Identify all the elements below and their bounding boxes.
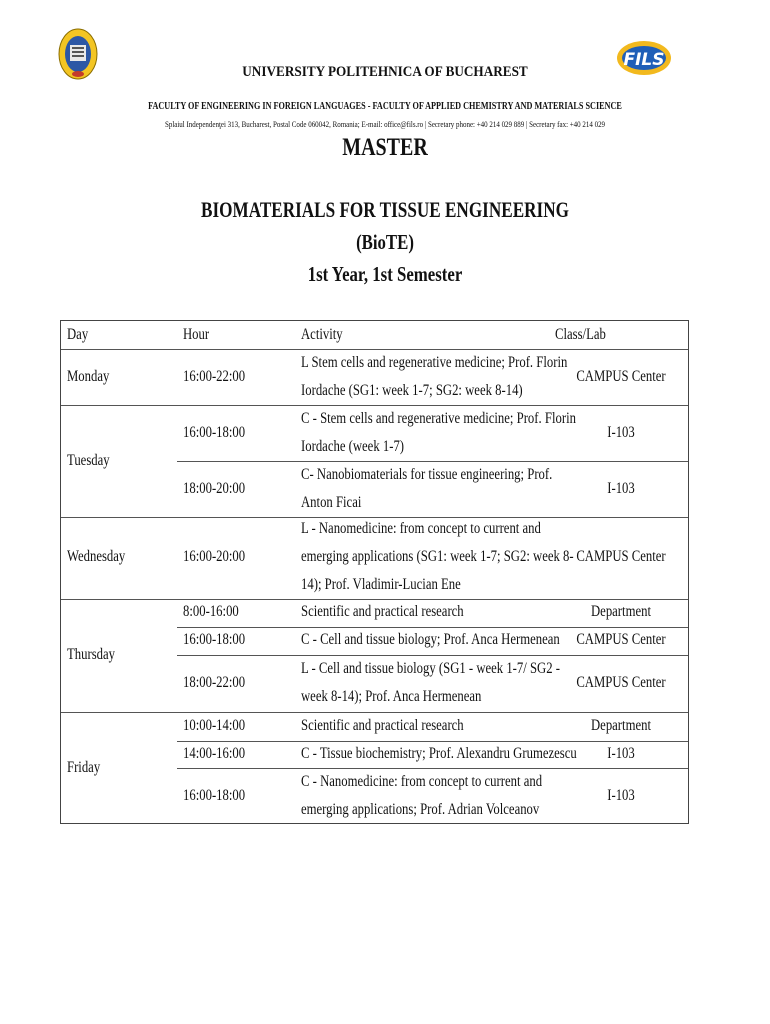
activity-line: C - Nanomedicine: from concept to current and [301, 773, 543, 790]
room-cell: CAMPUS Center [576, 368, 666, 385]
program-title: BIOMATERIALS FOR TISSUE ENGINEERING [201, 197, 569, 222]
room-cell: CAMPUS Center [576, 548, 666, 565]
activity-line: C - Stem cells and regenerative medicine; Prof. Florin [301, 410, 576, 427]
activity-line: Scientific and practical research [301, 603, 464, 620]
activity-line: Scientific and practical research [301, 717, 464, 734]
activity-line: Iordache (week 1-7) [301, 438, 405, 455]
day-monday: Monday [67, 368, 110, 385]
column-header-hour: Hour [183, 326, 210, 343]
schedule-table [60, 320, 689, 824]
activity-line: week 8-14); Prof. Anca Hermenean [301, 688, 482, 705]
day-friday: Friday [67, 759, 101, 776]
activity-line: C - Tissue biochemistry; Prof. Alexandru Grumezescu [301, 745, 577, 762]
activity-line: Iordache (SG1: week 1-7; SG2: week 8-14) [301, 382, 523, 399]
university-name: UNIVERSITY POLITEHNICA OF BUCHAREST [242, 64, 528, 80]
hour-cell: 16:00-20:00 [183, 548, 246, 565]
room-cell: I-103 [607, 787, 635, 804]
activity-line: L Stem cells and regenerative medicine; Prof. Florin [301, 354, 568, 371]
hour-cell: 14:00-16:00 [183, 745, 246, 762]
contact-address: Splaiul Independenţei 313, Bucharest, Postal Code 060042, Romania; E-mail: office@fils.ro | Secretary phone: +40 214 029 889 | Secretary fax: +40 214 029 [164, 119, 606, 129]
column-header-day: Day [67, 326, 89, 343]
room-cell: CAMPUS Center [576, 631, 666, 648]
column-header-class-lab: Class/Lab [555, 326, 606, 343]
hour-cell: 18:00-20:00 [183, 480, 246, 497]
faculty-name: FACULTY OF ENGINEERING IN FOREIGN LANGUAGES - FACULTY OF APPLIED CHEMISTRY AND MATERIALS SCIENCE [148, 101, 622, 112]
room-cell: I-103 [607, 424, 635, 441]
hour-cell: 18:00-22:00 [183, 674, 246, 691]
activity-line: C- Nanobiomaterials for tissue engineering; Prof. [301, 466, 553, 483]
column-header-activity: Activity [301, 326, 343, 343]
activity-line: L - Cell and tissue biology (SG1 - week 1-7/ SG2 - [301, 660, 560, 677]
hour-cell: 16:00-18:00 [183, 631, 246, 648]
room-cell: CAMPUS Center [576, 674, 666, 691]
room-cell: I-103 [607, 480, 635, 497]
degree-title: MASTER [342, 134, 428, 161]
activity-line: L - Nanomedicine: from concept to current and [301, 520, 541, 537]
year-semester: 1st Year, 1st Semester [307, 262, 463, 286]
hour-cell: 10:00-14:00 [183, 717, 246, 734]
hour-cell: 16:00-18:00 [183, 787, 246, 804]
activity-line: 14); Prof. Vladimir-Lucian Ene [301, 576, 461, 593]
day-thursday: Thursday [67, 646, 116, 663]
hour-cell: 16:00-22:00 [183, 368, 246, 385]
activity-line: emerging applications (SG1: week 1-7; SG2: week 8- [301, 548, 574, 565]
activity-line: Anton Ficai [301, 494, 362, 511]
day-tuesday: Tuesday [67, 452, 110, 469]
program-abbreviation: (BioTE) [356, 230, 414, 254]
activity-line: C - Cell and tissue biology; Prof. Anca Hermenean [301, 631, 560, 648]
day-wednesday: Wednesday [67, 548, 126, 565]
activity-line: emerging applications; Prof. Adrian Volceanov [301, 801, 540, 818]
hour-cell: 16:00-18:00 [183, 424, 246, 441]
fils-logo-text: FILS [623, 50, 665, 70]
room-cell: I-103 [607, 745, 635, 762]
hour-cell: 8:00-16:00 [183, 603, 239, 620]
room-cell: Department [590, 603, 651, 620]
room-cell: Department [590, 717, 651, 734]
